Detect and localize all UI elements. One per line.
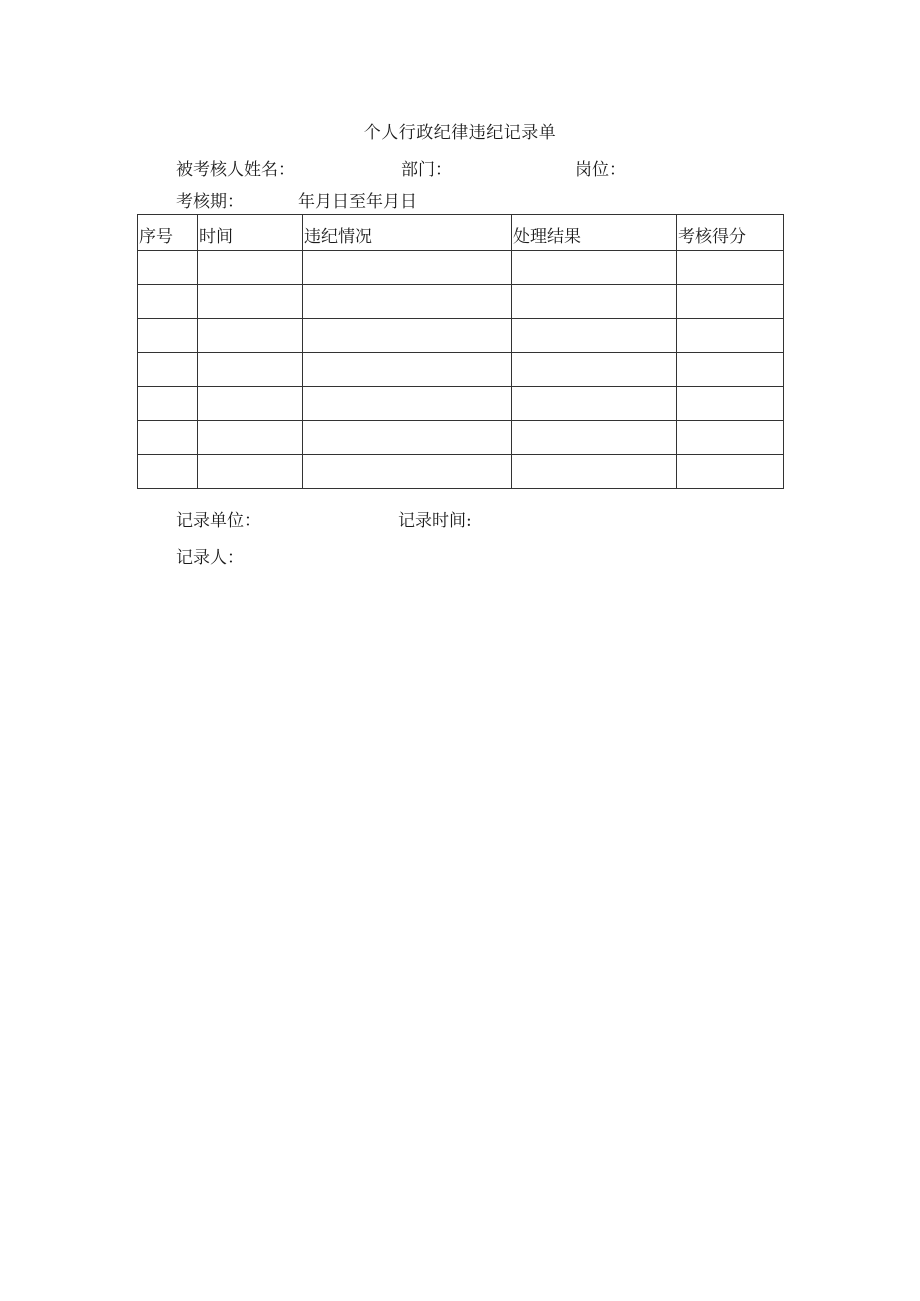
table-cell — [198, 285, 303, 319]
table-cell — [512, 455, 677, 489]
document-title: 个人行政纪律违纪记录单 — [363, 123, 557, 143]
table-row — [138, 387, 784, 421]
table-cell — [198, 455, 303, 489]
column-header-serial: 序号 — [138, 215, 198, 251]
table-cell — [138, 353, 198, 387]
table-cell — [512, 353, 677, 387]
table-cell — [677, 387, 784, 421]
table-row — [138, 251, 784, 285]
table-cell — [303, 421, 512, 455]
table-row — [138, 319, 784, 353]
table-row — [138, 353, 784, 387]
examinee-name-label: 被考核人姓名： — [176, 160, 295, 180]
table-cell — [138, 285, 198, 319]
table-cell — [138, 421, 198, 455]
table-cell — [138, 251, 198, 285]
department-label: 部门： — [401, 160, 452, 180]
table-cell — [198, 353, 303, 387]
table-cell — [303, 319, 512, 353]
table-header-row — [138, 215, 784, 251]
table-cell — [303, 455, 512, 489]
table-row — [138, 421, 784, 455]
table-row — [138, 455, 784, 489]
table-row — [138, 285, 784, 319]
table-cell — [677, 251, 784, 285]
table-cell — [198, 421, 303, 455]
assessment-period-label: 考核期： — [176, 192, 244, 212]
table-cell — [303, 387, 512, 421]
table-cell — [198, 251, 303, 285]
table-cell — [677, 319, 784, 353]
assessment-period-value: 年月日至年月日 — [298, 192, 417, 212]
table-cell — [512, 285, 677, 319]
table-cell — [677, 421, 784, 455]
table-cell — [303, 251, 512, 285]
recorder-label: 记录人： — [176, 548, 244, 568]
column-header-result: 处理结果 — [512, 215, 677, 251]
table-cell — [303, 353, 512, 387]
table-cell — [677, 285, 784, 319]
post-label: 岗位： — [575, 160, 626, 180]
table-cell — [512, 251, 677, 285]
table-cell — [138, 319, 198, 353]
column-header-score: 考核得分 — [677, 215, 784, 251]
table-cell — [198, 387, 303, 421]
table-cell — [138, 455, 198, 489]
table-cell — [138, 387, 198, 421]
column-header-time: 时间 — [198, 215, 303, 251]
table-cell — [303, 285, 512, 319]
table-cell — [198, 319, 303, 353]
violation-record-table — [137, 214, 784, 489]
table-cell — [677, 353, 784, 387]
table-cell — [677, 455, 784, 489]
recording-time-label: 记录时间: — [398, 511, 472, 531]
table-cell — [512, 387, 677, 421]
recording-unit-label: 记录单位： — [176, 511, 261, 531]
table-cell — [512, 319, 677, 353]
column-header-violation: 违纪情况 — [303, 215, 512, 251]
table-cell — [512, 421, 677, 455]
